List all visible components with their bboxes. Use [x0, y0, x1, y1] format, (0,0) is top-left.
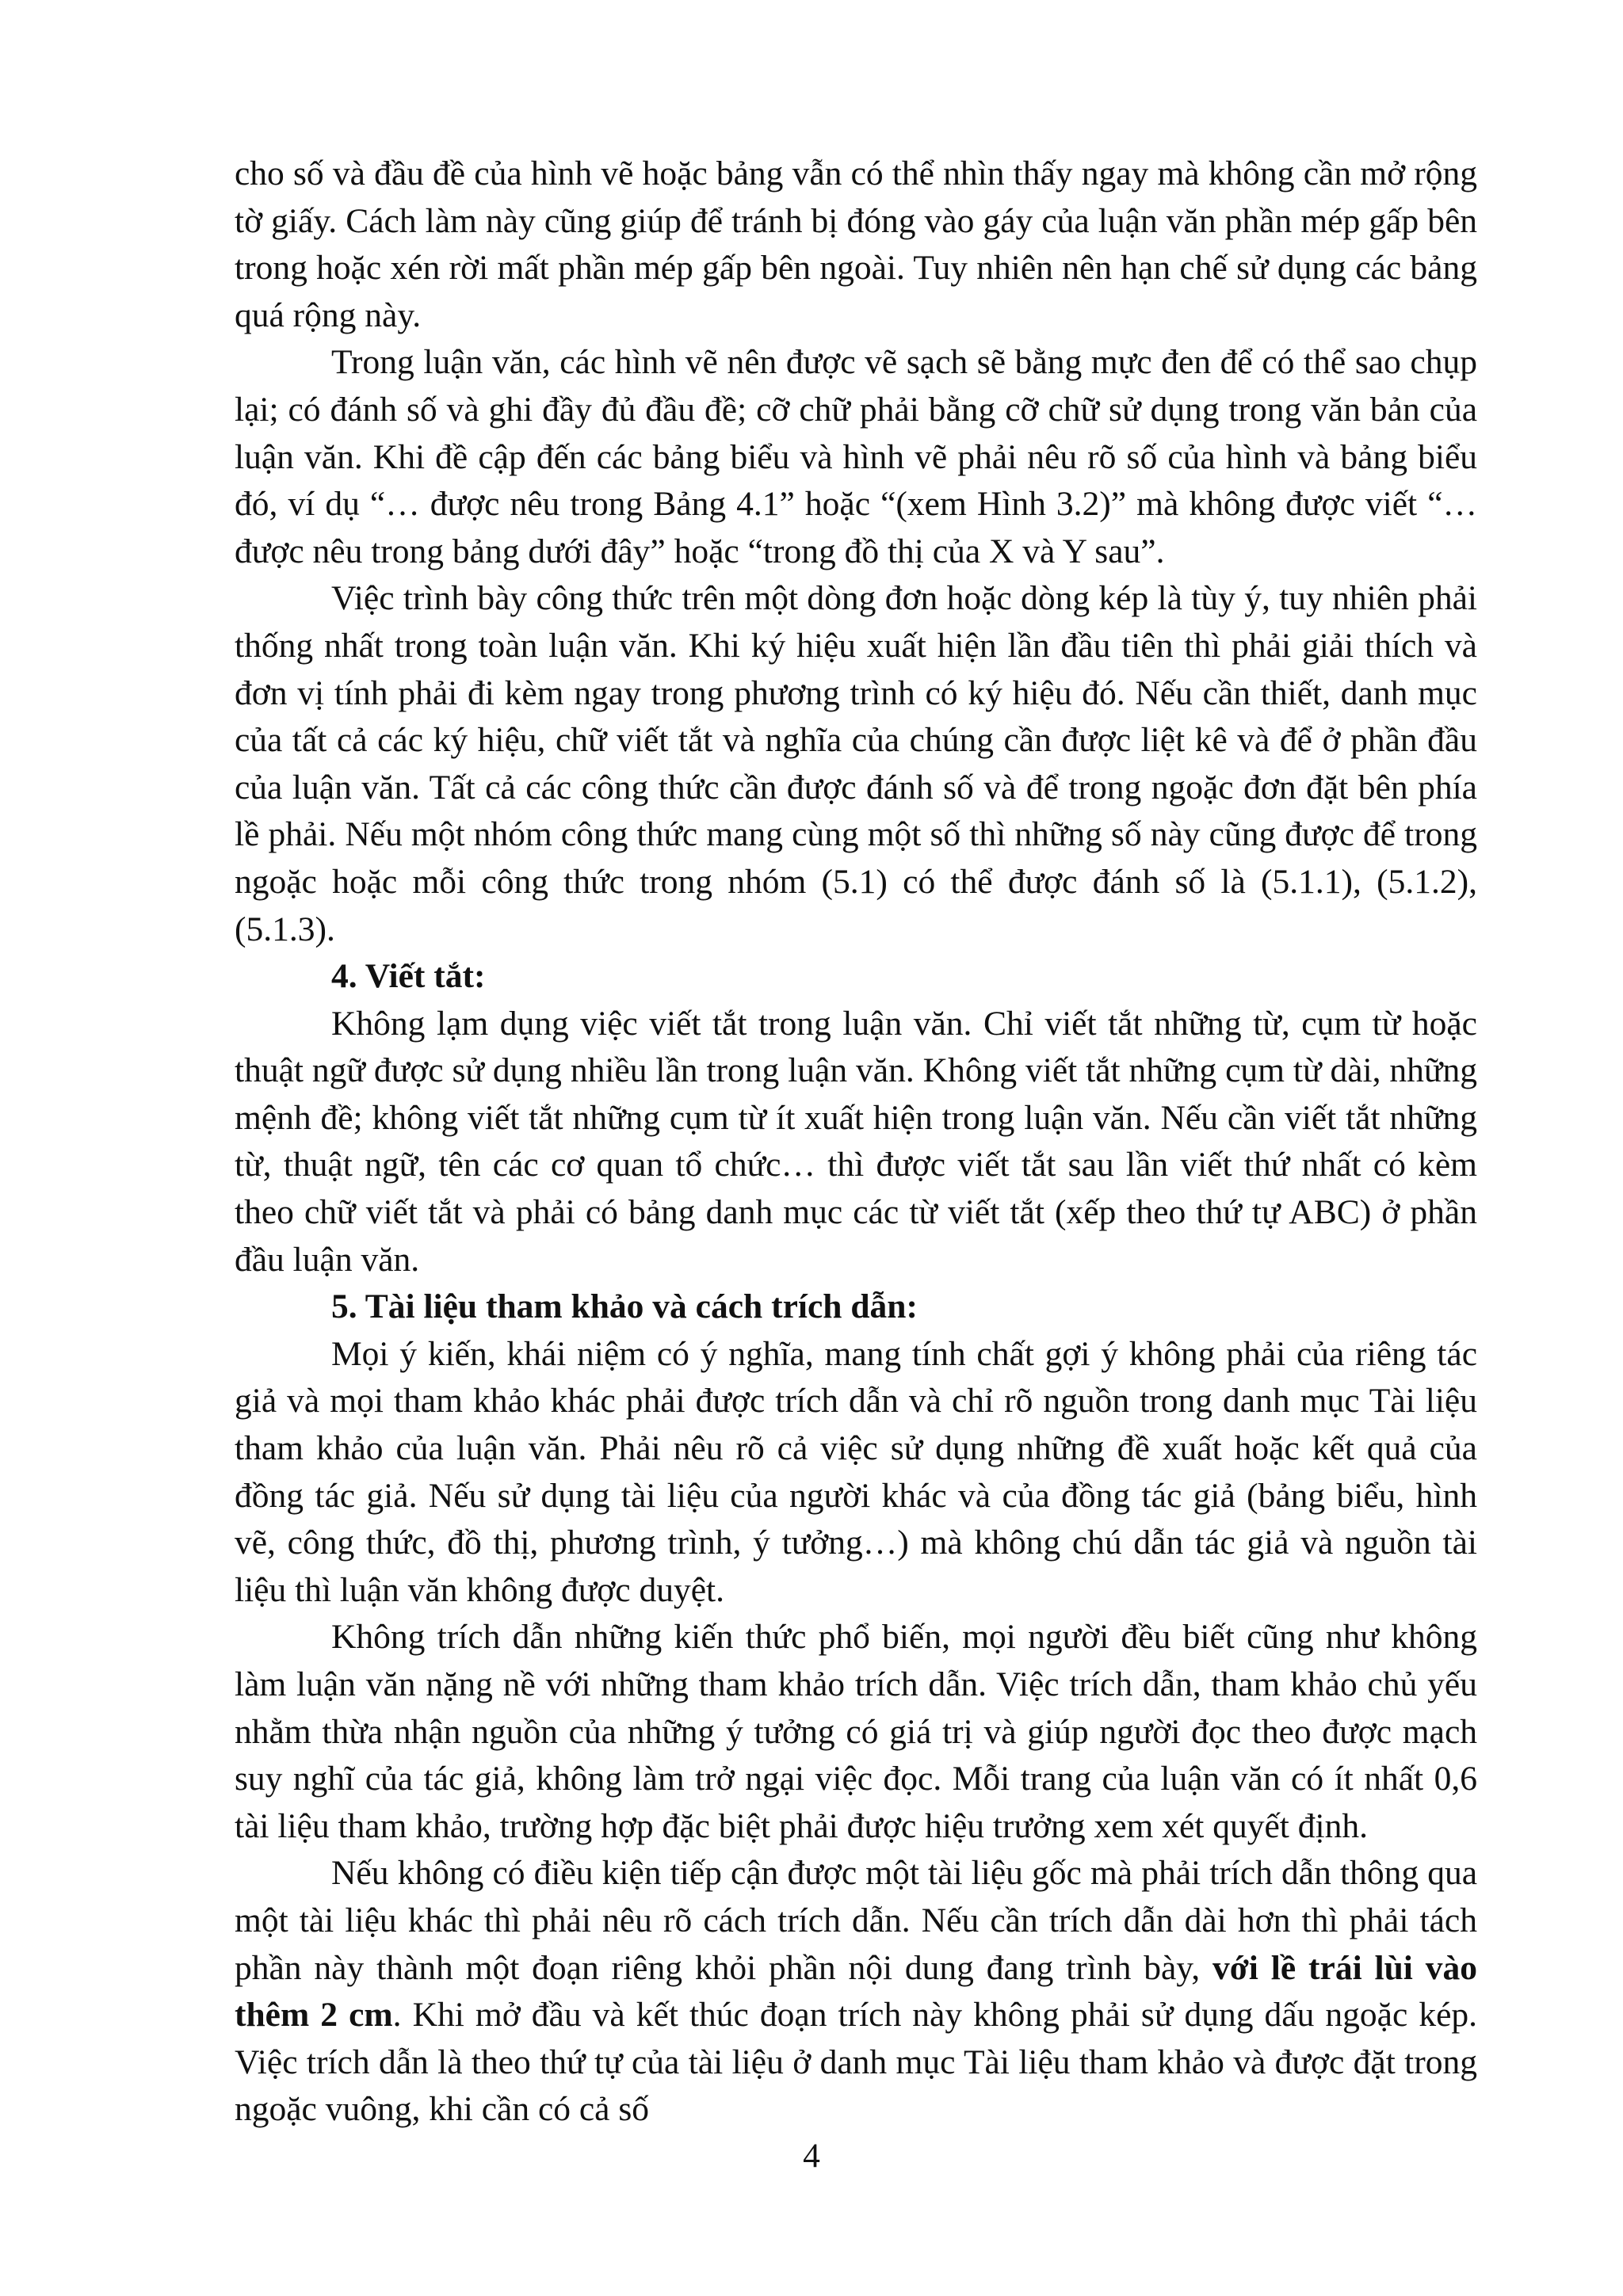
page-number: 4: [803, 2137, 820, 2175]
paragraph-figure-size: cho số và đầu đề của hình vẽ hoặc bảng vẫn có thể nhìn thấy ngay mà không cần mở rộng tờ giấy. Cách làm này cũng giúp để tránh bị đóng vào gáy của luận văn phần mép gấp bên trong hoặc xén rời mất phần mép gấp bên ngoài. Tuy nhiên nên hạn chế sử dụng các bảng quá rộng này.: [235, 154, 1477, 334]
paragraph-common-knowledge: Không trích dẫn những kiến thức phổ biến, mọi người đều biết cũng như không làm luận văn nặng nề với những tham khảo trích dẫn. Việc trích dẫn, tham khảo chủ yếu nhằm thừa nhận nguồn của những ý tưởng có giá trị và giúp người đọc theo được mạch suy nghĩ của tác giả, không làm trở ngại việc đọc. Mỗi trang của luận văn có ít nhất 0,6 tài liệu tham khảo, trường hợp đặc biệt phải được hiệu trưởng xem xét quyết định.: [235, 1618, 1477, 1845]
paragraph-indirect-citation: [235, 1850, 1477, 2134]
citation-text-before: Nếu không có điều kiện tiếp cận được một tài liệu gốc mà phải trích dẫn thông qua một tài liệu khác thì phải nêu rõ cách trích dẫn. Nếu cần trích dẫn dài hơn thì phải tách phần này thành một đoạn riêng khỏi phần nội dung đang trình bày,: [235, 1854, 1477, 1987]
paragraph-figures: Trong luận văn, các hình vẽ nên được vẽ sạch sẽ bằng mực đen để có thể sao chụp lại; có đánh số và ghi đầy đủ đầu đề; cỡ chữ phải bằng cỡ chữ sử dụng trong văn bản của luận văn. Khi đề cập đến các bảng biểu và hình vẽ phải nêu rõ số của hình và bảng biểu đó, ví dụ “… được nêu trong Bảng 4.1” hoặc “(xem Hình 3.2)” mà không được viết “… được nêu trong bảng dưới đây” hoặc “trong đồ thị của X và Y sau”.: [235, 343, 1477, 570]
paragraph-abbreviations: Không lạm dụng việc viết tắt trong luận văn. Chỉ viết tắt những từ, cụm từ hoặc thuật ngữ được sử dụng nhiều lần trong luận văn. Không viết tắt những cụm từ dài, những mệnh đề; không viết tắt những cụm từ ít xuất hiện trong luận văn. Nếu cần viết tắt những từ, thuật ngữ, tên các cơ quan tổ chức… thì được viết tắt sau lần viết thứ nhất có kèm theo chữ viết tắt và phải có bảng danh mục các từ viết tắt (xếp theo thứ tự ABC) ở phần đầu luận văn.: [235, 1004, 1477, 1279]
citation-text-after: . Khi mở đầu và kết thúc đoạn trích này không phải sử dụng dấu ngoặc kép. Việc trích dẫn là theo thứ tự của tài liệu ở danh mục Tài liệu tham khảo và được đặt trong ngoặc vuông, khi cần có cả số: [235, 1996, 1478, 2129]
section-heading-abbreviations: 4. Viết tắt:: [331, 957, 486, 996]
citation-indent-rule: với lề trái lùi vào thêm 2 cm: [235, 1948, 1478, 2035]
paragraph-citations: Mọi ý kiến, khái niệm có ý nghĩa, mang tính chất gợi ý không phải của riêng tác giả và mọi tham khảo khác phải được trích dẫn và chỉ rõ nguồn trong danh mục Tài liệu tham khảo của luận văn. Phải nêu rõ cả việc sử dụng những đề xuất hoặc kết quả của đồng tác giả. Nếu sử dụng tài liệu của người khác và của đồng tác giả (bảng biểu, hình vẽ, công thức, đồ thị, phương trình, ý tưởng…) mà không chú dẫn tác giả và nguồn tài liệu thì luận văn không được duyệt.: [235, 1334, 1477, 1609]
section-heading-references: 5. Tài liệu tham khảo và cách trích dẫn:: [331, 1287, 918, 1326]
page-body: [235, 151, 1477, 2134]
paragraph-formulas: Việc trình bày công thức trên một dòng đơn hoặc dòng kép là tùy ý, tuy nhiên phải thống nhất trong toàn luận văn. Khi ký hiệu xuất hiện lần đầu tiên thì phải giải thích và đơn vị tính phải đi kèm ngay trong phương trình có ký hiệu đó. Nếu cần thiết, danh mục của tất cả các ký hiệu, chữ viết tắt và nghĩa của chúng cần được liệt kê và để ở phần đầu của luận văn. Tất cả các công thức cần được đánh số và để trong ngoặc đơn đặt bên phía lề phải. Nếu một nhóm công thức mang cùng một số thì những số này cũng được để trong ngoặc hoặc mỗi công thức trong nhóm (5.1) có thể được đánh số là (5.1.1), (5.1.2), (5.1.3).: [235, 579, 1477, 948]
